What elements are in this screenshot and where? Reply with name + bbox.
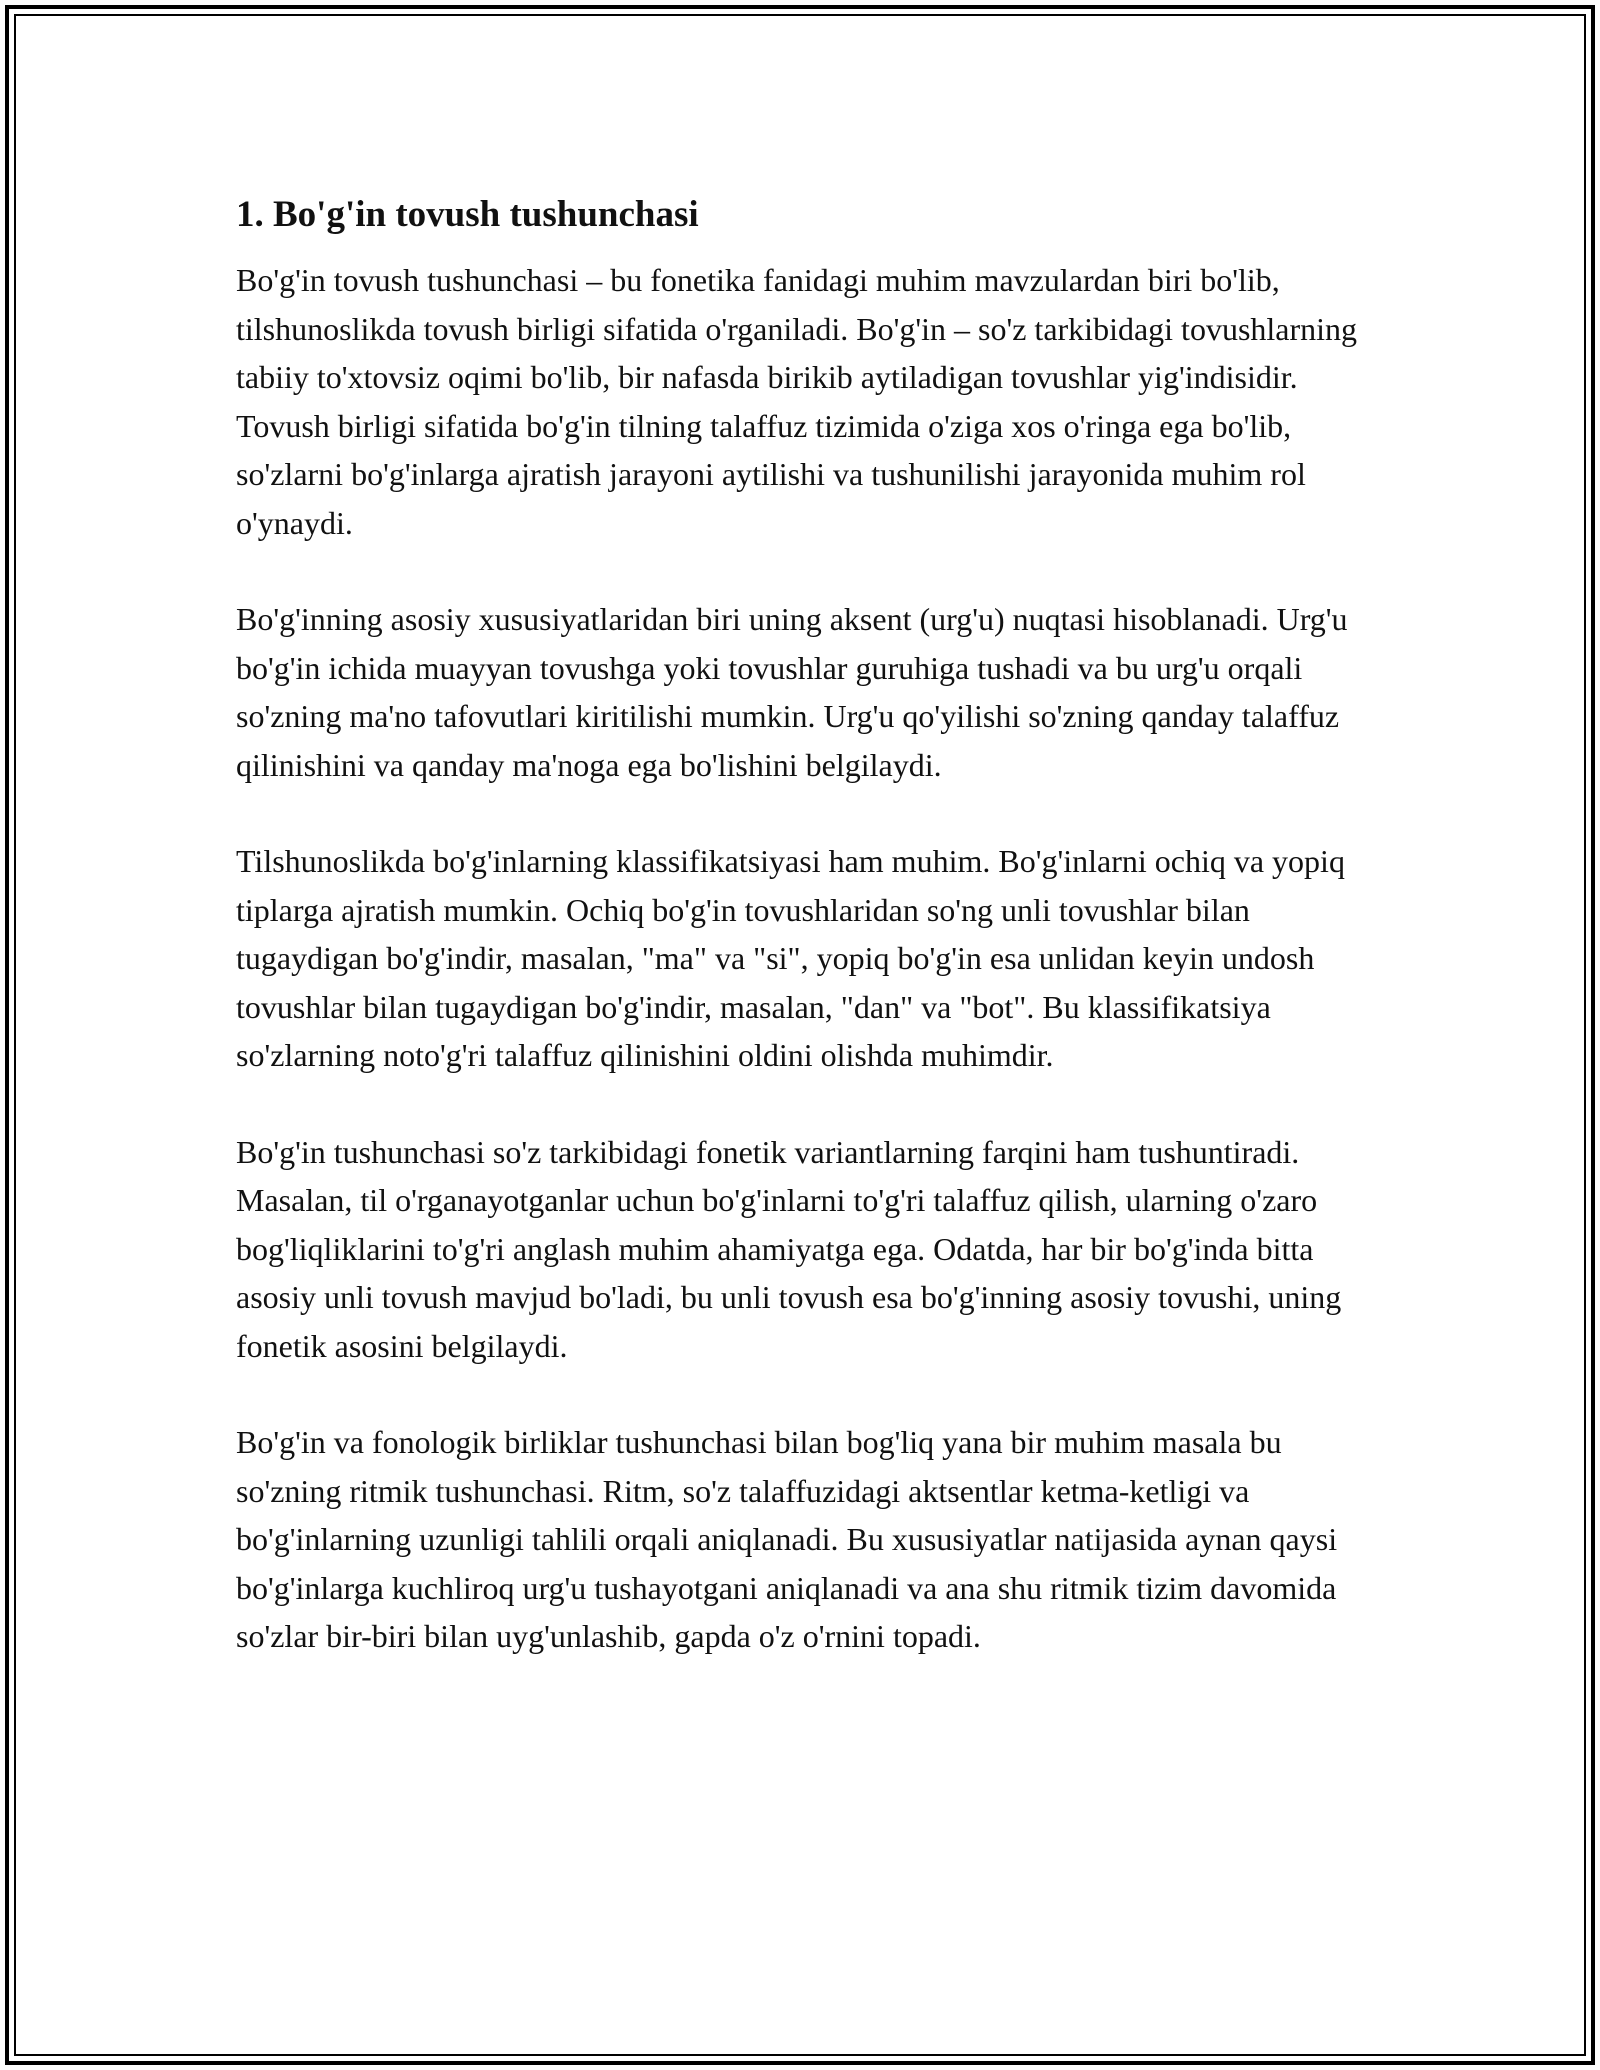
paragraph-3: Tilshunoslikda bo'g'inlarning klassifikatsiyasi ham muhim. Bo'g'inlarni ochiq va yopiq tiplarga ajratish mumkin. Ochiq bo'g'in tovushlaridan so'ng unli tovushlar bilan tugaydigan bo'g'indir, masalan, "ma" va "si", yopiq bo'g'in esa unlidan keyin undosh tovushlar bilan tugaydigan bo'g'indir, masalan, "dan" va "bot". Bu klassifikatsiya so'zlarning noto'g'ri talaffuz qilinishini oldini olishda muhimdir.: [236, 843, 1345, 1073]
paragraph-5: Bo'g'in va fonologik birliklar tushunchasi bilan bog'liq yana bir muhim masala bu so'zning ritmik tushunchasi. Ritm, so'z talaffuzidagi aktsentlar ketma-ketligi va bo'g'inlarning uzunligi tahlili orqali aniqlanadi. Bu xususiyatlar natijasida aynan qaysi bo'g'inlarga kuchliroq urg'u tushayotgani aniqlanadi va ana shu ritmik tizim davomida so'zlar bir-biri bilan uyg'unlashib, gapda o'z o'rnini topadi.: [236, 1424, 1338, 1654]
paragraph-1: Bo'g'in tovush tushunchasi – bu fonetika fanidagi muhim mavzulardan biri bo'lib, tilshunoslikda tovush birligi sifatida o'rganiladi. Bo'g'in – so'z tarkibidagi tovushlarning tabiiy to'xtovsiz oqimi bo'lib, bir nafasda birikib aytiladigan tovushlar yig'indisidir. Tovush birligi sifatida bo'g'in tilning talaffuz tizimida o'ziga xos o'ringa ega bo'lib, so'zlarni bo'g'inlarga ajratish jarayoni aytilishi va tushunilishi jarayonida muhim rol o'ynaydi.: [236, 262, 1358, 541]
paragraph-4: Bo'g'in tushunchasi so'z tarkibidagi fonetik variantlarning farqini ham tushuntiradi. Masalan, til o'rganayotganlar uchun bo'g'inlarni to'g'ri talaffuz qilish, ularning o'zaro bog'liqliklarini to'g'ri anglash muhim ahamiyatga ega. Odatda, har bir bo'g'inda bitta asosiy unli tovush mavjud bo'ladi, bu unli tovush esa bo'g'inning asosiy tovushi, uning fonetik asosini belgilaydi.: [236, 1133, 1342, 1364]
paragraph-2: Bo'g'inning asosiy xususiyatlaridan biri uning aksent (urg'u) nuqtasi hisoblanadi. Urg'u bo'g'in ichida muayyan tovushga yoki tovushlar guruhiga tushadi va bu urg'u orqali so'zning ma'no tafovutlari kiritilishi mumkin. Urg'u qo'yilishi so'zning qanday talaffuz qilinishini va qanday ma'noga ega bo'lishini belgilaydi.: [236, 601, 1348, 783]
section-heading: 1. Bo'g'in tovush tushunchasi: [236, 194, 699, 235]
document-body: [236, 190, 1366, 1709]
